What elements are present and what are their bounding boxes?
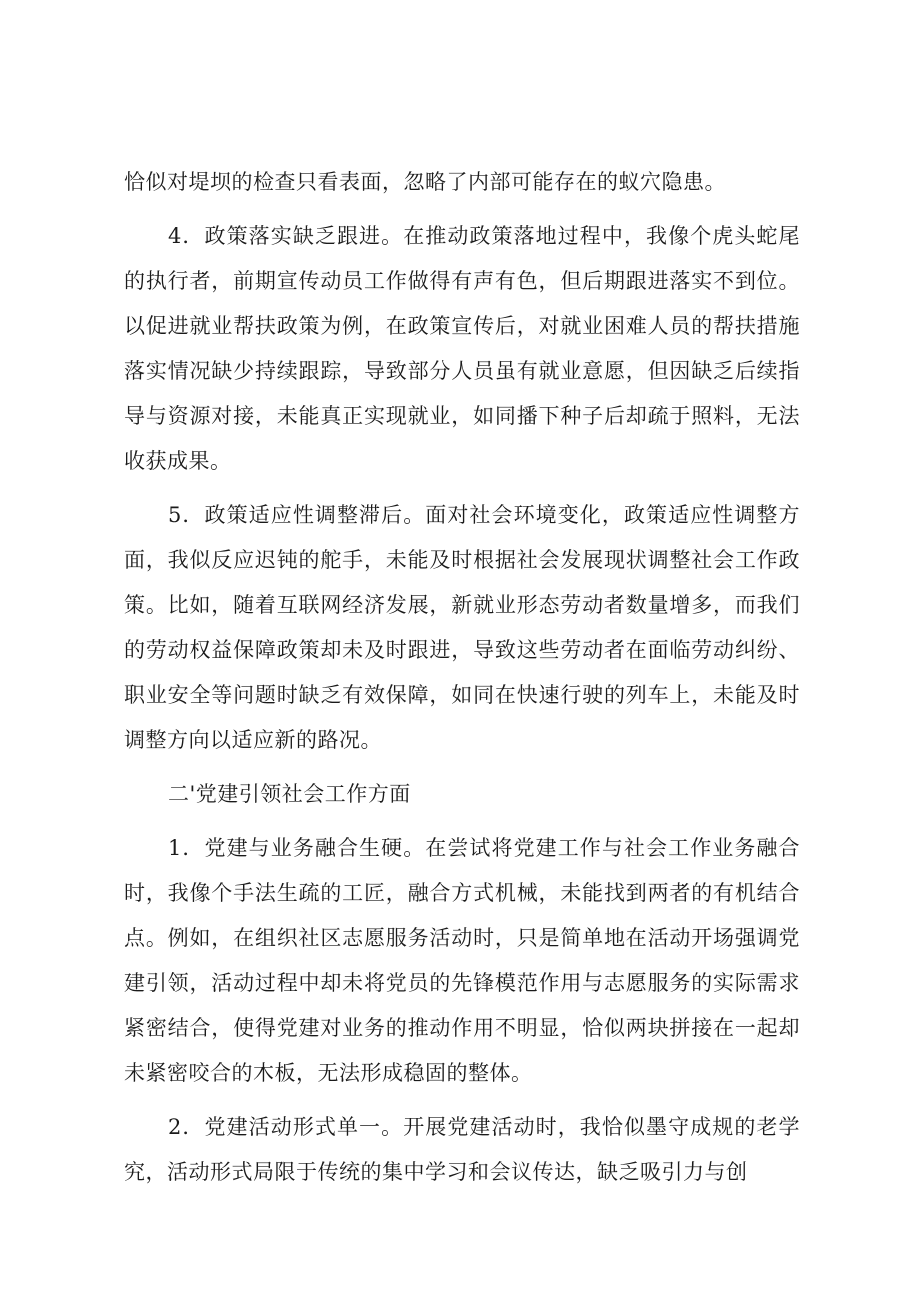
paragraph-item-2: 2．党建活动形式单一。开展党建活动时，我恰似墨守成规的老学究，活动形式局限于传统的集中学习和会议传达，缺乏吸引力与创 [124,1115,800,1184]
document-body [124,160,800,1195]
paragraph-item-1: 1．党建与业务融合生硬。在尝试将党建工作与社会工作业务融合时，我像个手法生疏的工匠，融合方式机械，未能找到两者的有机结合点。例如，在组织社区志愿服务活动时，只是简单地在活动开场强调党建引领，活动过程中却未将党员的先锋模范作用与志愿服务的实际需求紧密结合，使得党建对业务的推动作用不明显，恰似两块拼接在一起却未紧密咬合的木板，无法形成稳固的整体。 [124,836,800,1085]
paragraph-gap [124,205,800,214]
paragraph-item-4: 4．政策落实缺乏跟进。在推动政策落地过程中，我像个虎头蛇尾的执行者，前期宣传动员工作做得有声有色，但后期跟进落实不到位。以促进就业帮扶政策为例，在政策宣传后，对就业困难人员的帮扶措施落实情况缺少持续跟踪，导致部分人员虽有就业意愿，但因缺乏后续指导与资源对接，未能真正实现就业，如同播下种子后却疏于照料，无法收获成果。 [124,224,800,473]
paragraph-gap [124,763,800,772]
section-heading: 二'党建引领社会工作方面 [168,782,411,806]
paragraph-continuation: 恰似对堤坝的检查只看表面，忽略了内部可能存在的蚁穴隐患。 [124,170,726,194]
paragraph-item-5: 5．政策适应性调整滞后。面对社会环境变化，政策适应性调整方面，我似反应迟钝的舵手，未能及时根据社会发展现状调整社会工作政策。比如，随着互联网经济发展，新就业形态劳动者数量增多，而我们的劳动权益保障政策却未及时跟进，导致这些劳动者在面临劳动纠纷、职业安全等问题时缺乏有效保障，如同在快速行驶的列车上，未能及时调整方向以适应新的路况。 [124,503,800,752]
paragraph-gap [124,1096,800,1105]
paragraph-gap [124,817,800,826]
paragraph-gap [124,484,800,493]
